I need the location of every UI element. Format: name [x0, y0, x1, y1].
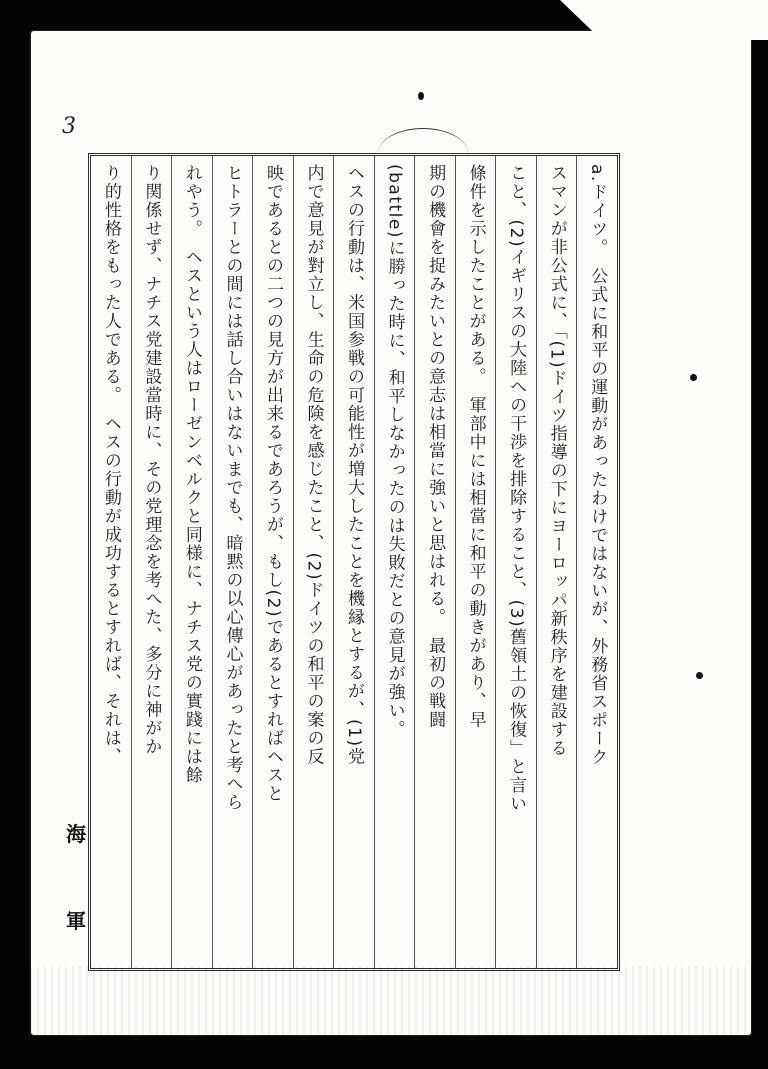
column-text: 條件を示したことがある。 軍部中には相當に和平の動きがあり、早	[465, 164, 486, 729]
manuscript-column	[293, 156, 334, 968]
manuscript-column	[455, 156, 496, 968]
manuscript-column	[374, 156, 415, 968]
manuscript-column	[91, 156, 131, 968]
manuscript-column	[212, 156, 253, 968]
stamp-character-bottom: 軍	[66, 909, 86, 933]
stamp-character-top: 海	[66, 822, 86, 846]
column-text: (battle)に勝った時に、和平しなかったのは失敗だとの意見が強い。	[384, 164, 405, 739]
column-text: り的性格をもった人である。 ヘスの行動が成功するとすれば、それは、	[100, 164, 121, 766]
column-text: 内で意見が對立し、生命の危険を感じたこと、(2)ドイツの和平の案の反	[303, 164, 324, 767]
page-number: 3	[62, 114, 76, 139]
column-text: れやう。 ヘスという人はローゼンベルクと同様に、ナチス党の實踐には餘	[181, 164, 202, 785]
manuscript-column	[131, 156, 172, 968]
manuscript-column	[333, 156, 374, 968]
manuscript-column	[495, 156, 536, 968]
column-text: ヒトラーとの間には話し合いはないまでも、暗黙の以心傳心があったと考へら	[222, 164, 243, 812]
manuscript-grid	[88, 153, 620, 971]
manuscript-column	[252, 156, 293, 968]
column-text: ヘスの行動は、米国参戦の可能性が増大したことを機縁とするが、(1)党	[344, 164, 365, 767]
ink-speck	[690, 374, 697, 381]
manuscript-column	[576, 156, 617, 968]
ink-speck	[696, 672, 703, 679]
manuscript-column	[171, 156, 212, 968]
ink-speck	[418, 92, 424, 100]
column-text: こと、(2)イギリスの大陸への干渉を排除すること、(3)舊領土の恢復」と言い	[506, 164, 527, 814]
column-text: スマンが非公式に、「(1)ドイツ指導の下にヨーロッパ新秩序を建設する	[546, 164, 567, 758]
manuscript-column	[414, 156, 455, 968]
column-text: a.ドイツ。 公式に和平の運動があったわけではないが、外務省スポーク	[587, 164, 608, 767]
column-text: り関係せず、ナチス党建設當時に、その党理念を考へた、多分に神がか	[141, 164, 162, 756]
manuscript-column	[536, 156, 577, 968]
column-text: 期の機會を捉みたいとの意志は相當に強いと思はれる。 最初の戦闘	[425, 164, 446, 729]
manuscript-columns	[91, 156, 617, 968]
column-text: 映であるとの二つの見方が出来るであろうが、もし(2)であるとすればヘスと	[262, 164, 283, 804]
